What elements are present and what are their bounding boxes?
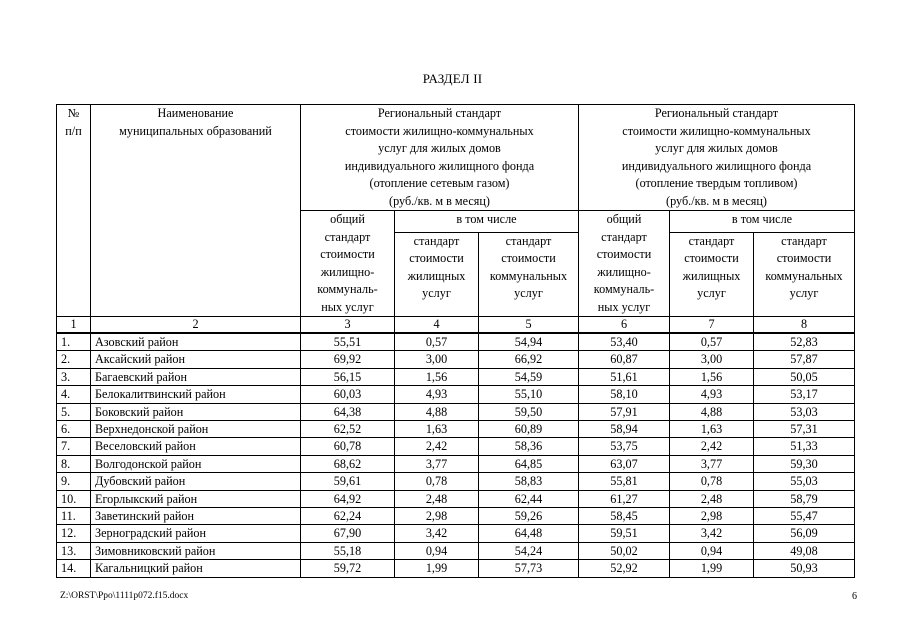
solid-utility-cell: 57,87 bbox=[754, 351, 855, 368]
gas-total-cell: 55,51 bbox=[301, 333, 395, 351]
solid-total-cell: 57,91 bbox=[579, 403, 670, 420]
column-number: 6 bbox=[579, 317, 670, 334]
gas-total-cell: 64,92 bbox=[301, 490, 395, 507]
gas-total-cell: 67,90 bbox=[301, 525, 395, 542]
column-number: 1 bbox=[57, 317, 91, 334]
solid-housing-cell: 0,94 bbox=[670, 542, 754, 559]
row-number-cell: 8. bbox=[57, 455, 91, 472]
municipality-name-cell: Веселовский район bbox=[91, 438, 301, 455]
row-number-cell: 7. bbox=[57, 438, 91, 455]
table-row bbox=[57, 403, 855, 420]
solid-total-cell: 63,07 bbox=[579, 455, 670, 472]
municipality-name-cell: Кагальницкий район bbox=[91, 560, 301, 577]
table-row bbox=[57, 542, 855, 559]
gas-housing-cell: 1,99 bbox=[395, 560, 479, 577]
gas-housing-cell: 4,88 bbox=[395, 403, 479, 420]
solid-housing-cell: 3,00 bbox=[670, 351, 754, 368]
gas-total-cell: 68,62 bbox=[301, 455, 395, 472]
header-solid-total: общий стандарт стоимости жилищно- коммуналь- ных услуг bbox=[579, 211, 670, 317]
gas-utility-cell: 64,85 bbox=[479, 455, 579, 472]
table-row bbox=[57, 438, 855, 455]
solid-housing-cell: 1,56 bbox=[670, 368, 754, 385]
table-row bbox=[57, 473, 855, 490]
header-solid-housing: стандарт стоимости жилищных услуг bbox=[670, 232, 754, 316]
solid-housing-cell: 3,77 bbox=[670, 455, 754, 472]
header-solid-including: в том числе bbox=[670, 211, 855, 233]
municipality-name-cell: Аксайский район bbox=[91, 351, 301, 368]
table-row bbox=[57, 421, 855, 438]
table-row bbox=[57, 560, 855, 577]
header-solid-utility: стандарт стоимости коммунальных услуг bbox=[754, 232, 855, 316]
gas-total-cell: 62,24 bbox=[301, 508, 395, 525]
file-path: Z:\ORST\Ppo\1111p072.f15.docx bbox=[60, 591, 189, 601]
header-gas-housing: стандарт стоимости жилищных услуг bbox=[395, 232, 479, 316]
header-gas-total: общий стандарт стоимости жилищно- коммуналь- ных услуг bbox=[301, 211, 395, 317]
solid-total-cell: 59,51 bbox=[579, 525, 670, 542]
solid-total-cell: 52,92 bbox=[579, 560, 670, 577]
standards-table bbox=[56, 104, 855, 578]
header-num: № п/п bbox=[57, 105, 91, 317]
solid-total-cell: 55,81 bbox=[579, 473, 670, 490]
solid-total-cell: 58,94 bbox=[579, 421, 670, 438]
section-title: РАЗДЕЛ II bbox=[422, 71, 483, 86]
row-number-cell: 9. bbox=[57, 473, 91, 490]
header-gas-group: Региональный стандарт стоимости жилищно-коммунальных услуг для жилых домов индивидуального жилищного фонда (отопление сетевым газом) (руб./кв. м в месяц) bbox=[301, 105, 579, 211]
gas-total-cell: 60,78 bbox=[301, 438, 395, 455]
solid-utility-cell: 52,83 bbox=[754, 333, 855, 351]
row-number-cell: 10. bbox=[57, 490, 91, 507]
municipality-name-cell: Багаевский район bbox=[91, 368, 301, 385]
gas-total-cell: 60,03 bbox=[301, 386, 395, 403]
municipality-name-cell: Волгодонской район bbox=[91, 455, 301, 472]
municipality-name-cell: Заветинский район bbox=[91, 508, 301, 525]
gas-utility-cell: 54,24 bbox=[479, 542, 579, 559]
table-row bbox=[57, 490, 855, 507]
row-number-cell: 5. bbox=[57, 403, 91, 420]
row-number-cell: 1. bbox=[57, 333, 91, 351]
gas-total-cell: 69,92 bbox=[301, 351, 395, 368]
solid-utility-cell: 51,33 bbox=[754, 438, 855, 455]
gas-utility-cell: 58,36 bbox=[479, 438, 579, 455]
solid-housing-cell: 1,63 bbox=[670, 421, 754, 438]
column-number-row bbox=[57, 317, 855, 334]
column-number: 3 bbox=[301, 317, 395, 334]
solid-utility-cell: 56,09 bbox=[754, 525, 855, 542]
gas-utility-cell: 66,92 bbox=[479, 351, 579, 368]
header-gas-including: в том числе bbox=[395, 211, 579, 233]
column-number: 5 bbox=[479, 317, 579, 334]
column-number: 2 bbox=[91, 317, 301, 334]
header-name: Наименование муниципальных образований bbox=[91, 105, 301, 317]
header-solid-group: Региональный стандарт стоимости жилищно-коммунальных услуг для жилых домов индивидуального жилищного фонда (отопление твердым топливом) (руб./кв. м в месяц) bbox=[579, 105, 855, 211]
municipality-name-cell: Боковский район bbox=[91, 403, 301, 420]
row-number-cell: 6. bbox=[57, 421, 91, 438]
gas-total-cell: 56,15 bbox=[301, 368, 395, 385]
solid-utility-cell: 57,31 bbox=[754, 421, 855, 438]
municipality-name-cell: Зимовниковский район bbox=[91, 542, 301, 559]
gas-total-cell: 59,72 bbox=[301, 560, 395, 577]
solid-total-cell: 51,61 bbox=[579, 368, 670, 385]
solid-utility-cell: 55,03 bbox=[754, 473, 855, 490]
solid-utility-cell: 53,03 bbox=[754, 403, 855, 420]
header-row-top bbox=[57, 105, 855, 211]
page-number: 6 bbox=[852, 591, 857, 602]
gas-utility-cell: 58,83 bbox=[479, 473, 579, 490]
table-row bbox=[57, 351, 855, 368]
gas-housing-cell: 3,00 bbox=[395, 351, 479, 368]
gas-housing-cell: 3,77 bbox=[395, 455, 479, 472]
solid-housing-cell: 0,57 bbox=[670, 333, 754, 351]
gas-total-cell: 64,38 bbox=[301, 403, 395, 420]
table-row bbox=[57, 508, 855, 525]
municipality-name-cell: Егорлыкский район bbox=[91, 490, 301, 507]
solid-total-cell: 53,40 bbox=[579, 333, 670, 351]
solid-utility-cell: 58,79 bbox=[754, 490, 855, 507]
solid-total-cell: 53,75 bbox=[579, 438, 670, 455]
row-number-cell: 14. bbox=[57, 560, 91, 577]
solid-utility-cell: 49,08 bbox=[754, 542, 855, 559]
gas-total-cell: 59,61 bbox=[301, 473, 395, 490]
municipality-name-cell: Верхнедонской район bbox=[91, 421, 301, 438]
solid-housing-cell: 4,93 bbox=[670, 386, 754, 403]
gas-housing-cell: 4,93 bbox=[395, 386, 479, 403]
gas-utility-cell: 64,48 bbox=[479, 525, 579, 542]
gas-utility-cell: 60,89 bbox=[479, 421, 579, 438]
solid-housing-cell: 2,48 bbox=[670, 490, 754, 507]
gas-housing-cell: 2,42 bbox=[395, 438, 479, 455]
row-number-cell: 4. bbox=[57, 386, 91, 403]
solid-utility-cell: 53,17 bbox=[754, 386, 855, 403]
table-row bbox=[57, 386, 855, 403]
gas-utility-cell: 59,26 bbox=[479, 508, 579, 525]
gas-utility-cell: 62,44 bbox=[479, 490, 579, 507]
gas-utility-cell: 59,50 bbox=[479, 403, 579, 420]
solid-total-cell: 58,10 bbox=[579, 386, 670, 403]
column-number: 8 bbox=[754, 317, 855, 334]
row-number-cell: 13. bbox=[57, 542, 91, 559]
municipality-name-cell: Дубовский район bbox=[91, 473, 301, 490]
column-number: 7 bbox=[670, 317, 754, 334]
municipality-name-cell: Белокалитвинский район bbox=[91, 386, 301, 403]
gas-housing-cell: 0,94 bbox=[395, 542, 479, 559]
solid-housing-cell: 0,78 bbox=[670, 473, 754, 490]
gas-total-cell: 62,52 bbox=[301, 421, 395, 438]
gas-housing-cell: 1,56 bbox=[395, 368, 479, 385]
solid-housing-cell: 2,42 bbox=[670, 438, 754, 455]
table-row bbox=[57, 455, 855, 472]
solid-housing-cell: 3,42 bbox=[670, 525, 754, 542]
table-row bbox=[57, 368, 855, 385]
gas-utility-cell: 54,59 bbox=[479, 368, 579, 385]
solid-utility-cell: 55,47 bbox=[754, 508, 855, 525]
solid-housing-cell: 4,88 bbox=[670, 403, 754, 420]
gas-total-cell: 55,18 bbox=[301, 542, 395, 559]
table-row bbox=[57, 333, 855, 351]
solid-utility-cell: 50,05 bbox=[754, 368, 855, 385]
solid-total-cell: 60,87 bbox=[579, 351, 670, 368]
municipality-name-cell: Зерноградский район bbox=[91, 525, 301, 542]
column-number: 4 bbox=[395, 317, 479, 334]
solid-utility-cell: 59,30 bbox=[754, 455, 855, 472]
solid-utility-cell: 50,93 bbox=[754, 560, 855, 577]
gas-utility-cell: 54,94 bbox=[479, 333, 579, 351]
row-number-cell: 3. bbox=[57, 368, 91, 385]
row-number-cell: 11. bbox=[57, 508, 91, 525]
gas-housing-cell: 0,57 bbox=[395, 333, 479, 351]
gas-housing-cell: 3,42 bbox=[395, 525, 479, 542]
header-gas-utility: стандарт стоимости коммунальных услуг bbox=[479, 232, 579, 316]
gas-housing-cell: 1,63 bbox=[395, 421, 479, 438]
solid-total-cell: 61,27 bbox=[579, 490, 670, 507]
row-number-cell: 12. bbox=[57, 525, 91, 542]
solid-housing-cell: 1,99 bbox=[670, 560, 754, 577]
gas-housing-cell: 2,48 bbox=[395, 490, 479, 507]
gas-housing-cell: 0,78 bbox=[395, 473, 479, 490]
table-row bbox=[57, 525, 855, 542]
solid-total-cell: 58,45 bbox=[579, 508, 670, 525]
gas-utility-cell: 57,73 bbox=[479, 560, 579, 577]
row-number-cell: 2. bbox=[57, 351, 91, 368]
gas-housing-cell: 2,98 bbox=[395, 508, 479, 525]
solid-total-cell: 50,02 bbox=[579, 542, 670, 559]
municipality-name-cell: Азовский район bbox=[91, 333, 301, 351]
solid-housing-cell: 2,98 bbox=[670, 508, 754, 525]
gas-utility-cell: 55,10 bbox=[479, 386, 579, 403]
